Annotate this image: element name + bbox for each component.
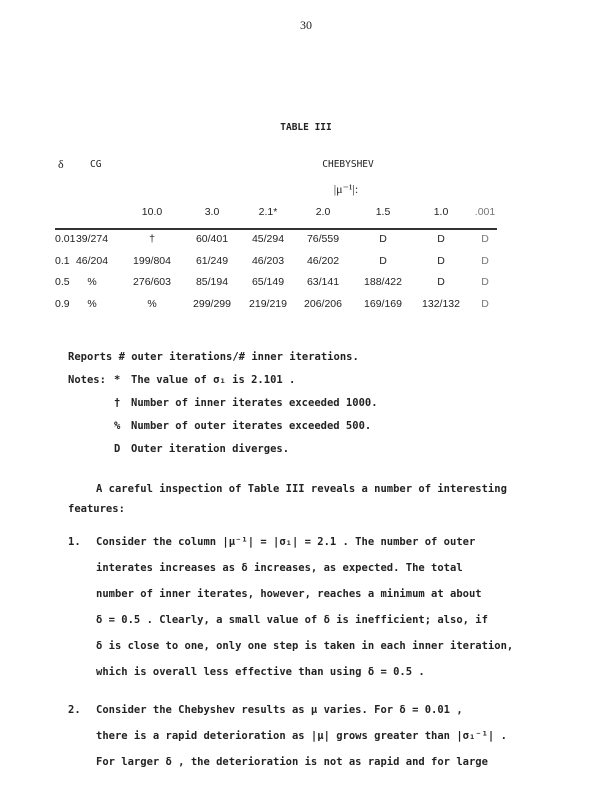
note-text: The value of σ₁ is 2.101 . xyxy=(131,374,296,386)
table-cell: 299/299 xyxy=(193,298,231,310)
table-cell: 169/169 xyxy=(364,298,402,310)
list-line: interates increases as δ increases, as expected. The total xyxy=(96,562,463,574)
note-text: Number of outer iterates exceeded 500. xyxy=(131,420,372,432)
table-cell: 76/559 xyxy=(306,233,340,245)
table-cell: 65/149 xyxy=(251,276,285,288)
page-number: 30 xyxy=(300,18,312,32)
cg-cell: % xyxy=(87,276,97,288)
paragraph-line: A careful inspection of Table III reveals a number of interesting xyxy=(96,483,507,495)
cg-header: CG xyxy=(90,159,102,170)
list-number: 1. xyxy=(68,536,81,548)
paragraph-line: features: xyxy=(68,503,125,515)
cg-cell: 46/204 xyxy=(75,255,109,267)
table-cell: 206/206 xyxy=(304,298,342,310)
list-line: Consider the Chebyshev results as μ varies. For δ = 0.01 , xyxy=(96,704,463,716)
table-cell: D xyxy=(437,255,445,267)
note-symbol: % xyxy=(114,420,121,432)
table-cell: D xyxy=(481,255,489,267)
table-cell: 219/219 xyxy=(249,298,287,310)
notes-label: Notes: xyxy=(68,374,106,386)
chebyshev-header: CHEBYSHEV xyxy=(322,159,374,170)
delta-cell: 0.9 xyxy=(55,298,70,310)
list-line: Consider the column |μ⁻¹| = |σ₁| = 2.1 . The number of outer xyxy=(96,536,476,548)
table-cell: % xyxy=(147,298,157,310)
table-cell: D xyxy=(481,276,489,288)
list-line: number of inner iterates, however, reaches a minimum at about xyxy=(96,588,482,600)
mu-header: |μ⁻¹|: xyxy=(333,182,359,196)
table-cell: 132/132 xyxy=(422,298,460,310)
column-header: 10.0 xyxy=(141,206,163,218)
table-cell: 85/194 xyxy=(195,276,229,288)
delta-cell: 0.01 xyxy=(55,233,76,245)
table-cell: 63/141 xyxy=(306,276,340,288)
note-text: Number of inner iterates exceeded 1000. xyxy=(131,397,378,409)
note-text: Outer iteration diverges. xyxy=(131,443,290,455)
table-rule xyxy=(55,228,497,230)
note-symbol: D xyxy=(114,443,121,455)
table-cell: D xyxy=(379,255,387,267)
list-line: δ = 0.5 . Clearly, a small value of δ is inefficient; also, if xyxy=(96,614,488,626)
table-cell: 46/203 xyxy=(251,255,285,267)
cg-cell: 39/274 xyxy=(75,233,109,245)
table-cell: 276/603 xyxy=(133,276,171,288)
column-header: 2.1* xyxy=(258,206,278,218)
table-cell: 45/294 xyxy=(251,233,285,245)
delta-cell: 0.5 xyxy=(55,276,70,288)
table-cell: 60/401 xyxy=(195,233,229,245)
column-header: 1.5 xyxy=(375,206,391,218)
cg-cell: % xyxy=(87,298,97,310)
note-symbol: † xyxy=(114,397,121,409)
table-cell: D xyxy=(379,233,387,245)
list-line: δ is close to one, only one step is taken in each inner iteration, xyxy=(96,640,514,652)
table-cell: † xyxy=(149,233,155,245)
table-cell: D xyxy=(437,233,445,245)
column-header: .001 xyxy=(474,206,496,218)
list-number: 2. xyxy=(68,704,81,716)
table-cell: 199/804 xyxy=(133,255,171,267)
list-line: For larger δ , the deterioration is not as rapid and for large xyxy=(96,756,488,768)
column-header: 1.0 xyxy=(433,206,449,218)
reports-line: Reports # outer iterations/# inner iterations. xyxy=(68,351,359,363)
table-cell: D xyxy=(437,276,445,288)
list-line: which is overall less effective than using δ = 0.5 . xyxy=(96,666,425,678)
table-cell: 61/249 xyxy=(195,255,229,267)
delta-cell: 0.1 xyxy=(55,255,70,267)
table-title: TABLE III xyxy=(280,122,332,133)
table-cell: 188/422 xyxy=(364,276,402,288)
column-header: 2.0 xyxy=(315,206,331,218)
list-line: there is a rapid deterioration as |μ| grows greater than |σ₁⁻¹| . xyxy=(96,730,507,742)
table-cell: 46/202 xyxy=(306,255,340,267)
note-symbol: * xyxy=(114,374,121,386)
table-cell: D xyxy=(481,298,489,310)
table-cell: D xyxy=(481,233,489,245)
delta-header: δ xyxy=(58,157,64,171)
column-header: 3.0 xyxy=(204,206,220,218)
